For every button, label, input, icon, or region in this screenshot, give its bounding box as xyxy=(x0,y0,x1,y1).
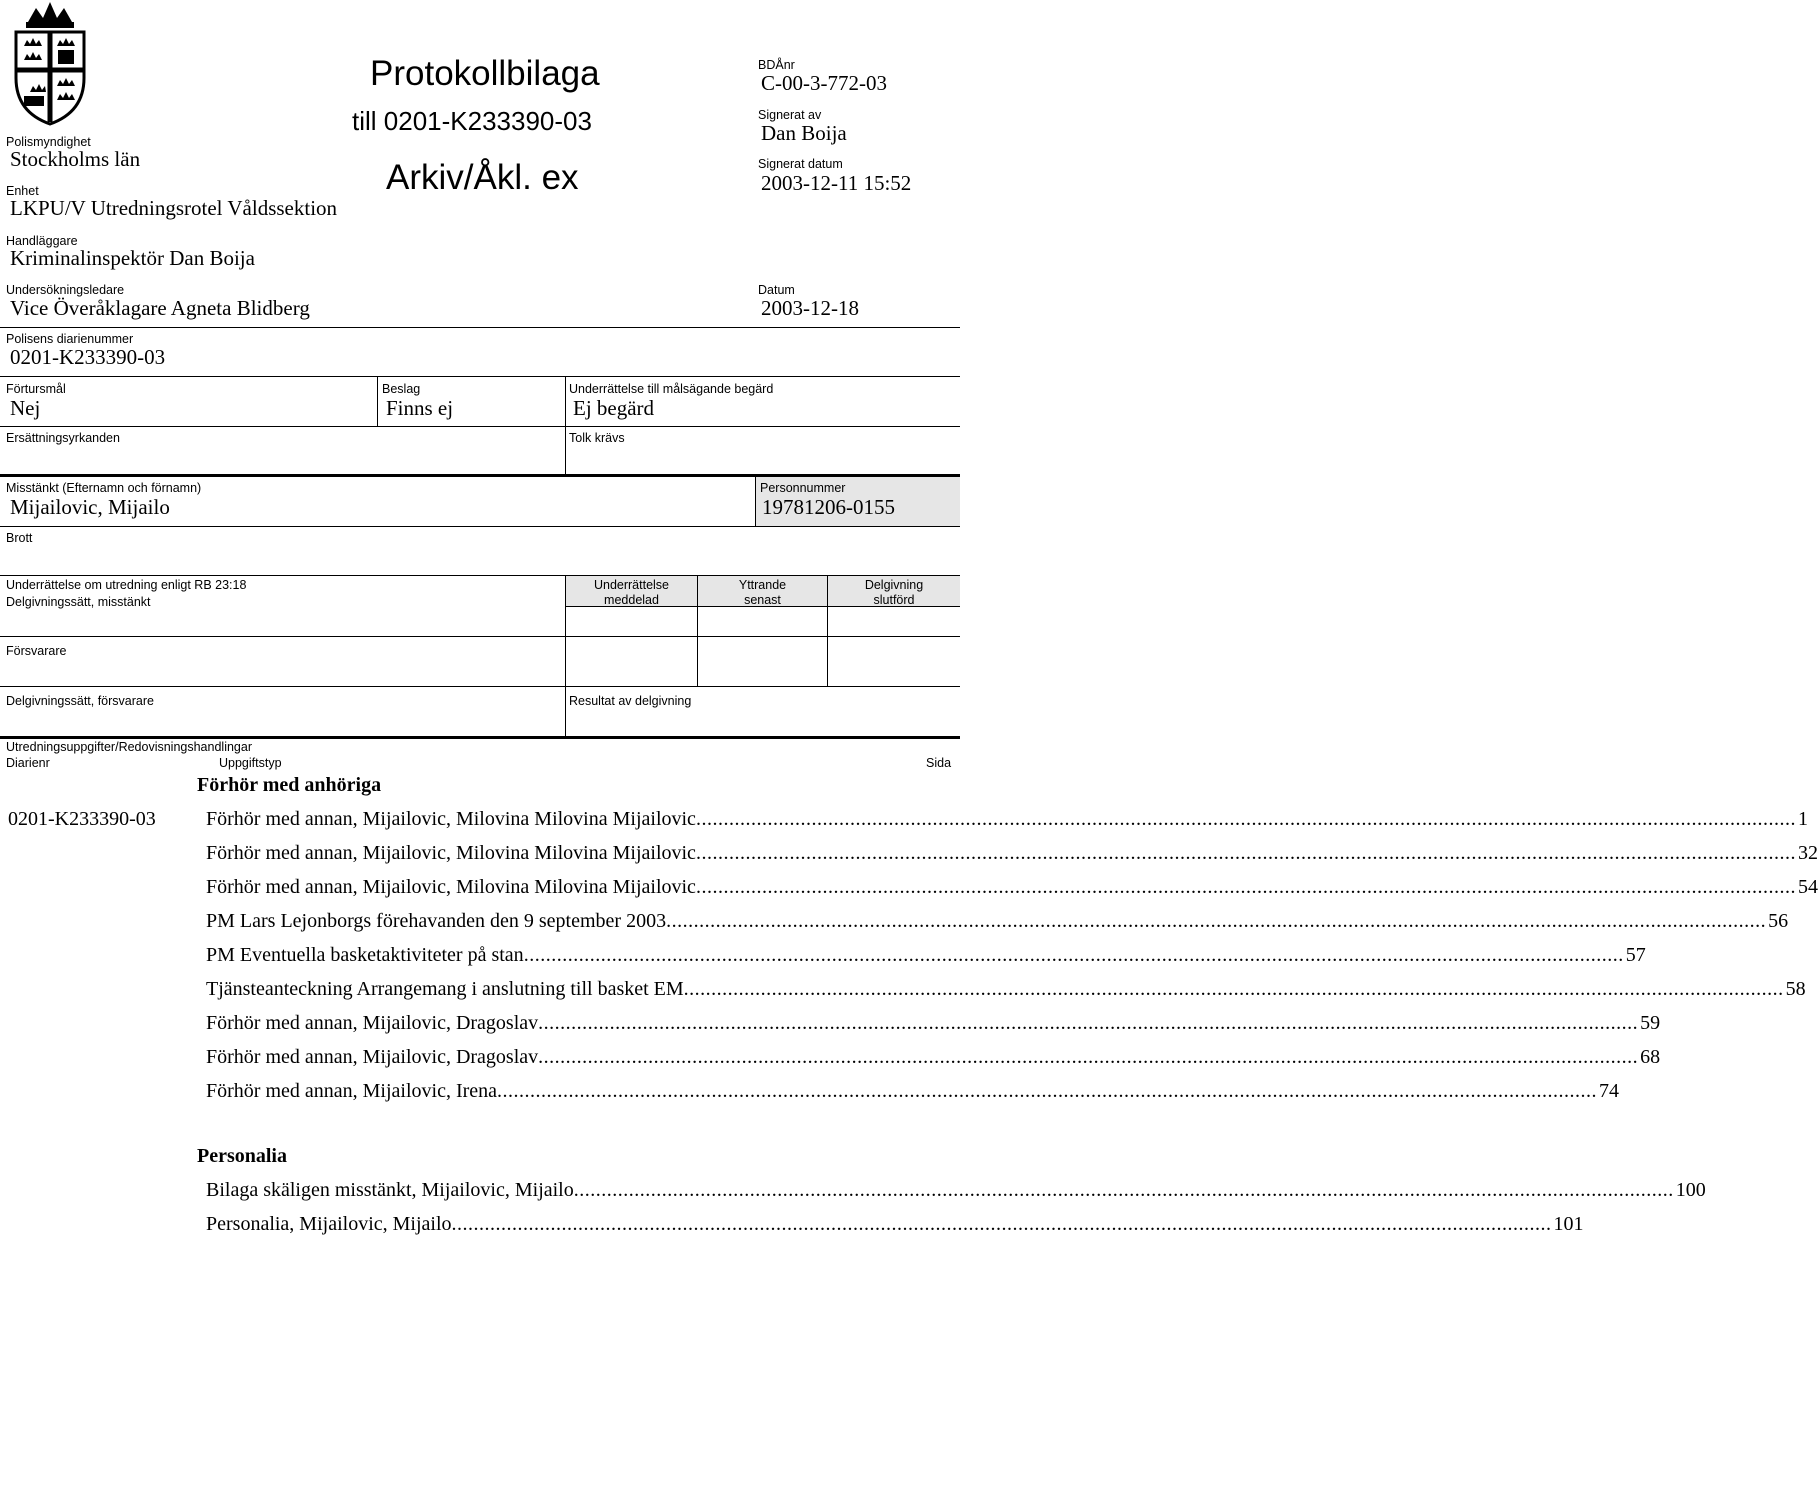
toc-group-title: Förhör med anhöriga xyxy=(197,774,382,796)
document-title: Protokollbilaga xyxy=(370,54,600,93)
brott-label: Brott xyxy=(6,531,33,545)
toc-leader-dots: ........................................................................................................................................................................................................ xyxy=(683,978,1784,1000)
toc-entry xyxy=(206,876,1818,902)
bdanr-value: C-00-3-772-03 xyxy=(761,71,887,95)
toc-entry xyxy=(206,808,1808,834)
toc-entry-title: Tjänsteanteckning Arrangemang i anslutning till basket EM xyxy=(206,978,684,1000)
toc-entry-title: Förhör med annan, Mijailovic, Milovina Milovina Mijailovic xyxy=(206,876,696,898)
toc-entry-page: 56 xyxy=(1768,910,1789,932)
toc-group-title: Personalia xyxy=(197,1145,287,1167)
personnummer-value: 19781206-0155 xyxy=(762,495,895,519)
fortursmal-label: Förtursmål xyxy=(6,382,66,396)
toc-entry-title: Bilaga skäligen misstänkt, Mijailovic, Mijailo xyxy=(206,1179,574,1201)
toc-entry xyxy=(206,1046,1661,1072)
forsvarare-label: Försvarare xyxy=(6,644,67,658)
toc-leader-dots: ........................................................................................................................................................................................................ xyxy=(538,1012,1639,1034)
signerat-av-value: Dan Boija xyxy=(761,121,847,145)
toc-section-label: Utredningsuppgifter/Redovisningshandlingar xyxy=(6,740,252,754)
toc-leader-dots: ........................................................................................................................................................................................................ xyxy=(695,808,1796,830)
col-delgivning-slutford xyxy=(828,578,960,608)
delgivning-forsvarare-label: Delgivningssätt, försvarare xyxy=(6,694,154,708)
notice-line1: Underrättelse om utredning enligt RB 23:18 xyxy=(6,578,247,592)
datum-label: Datum xyxy=(758,283,795,297)
signerat-datum-value: 2003-12-11 15:52 xyxy=(761,171,912,195)
personnummer-label: Personnummer xyxy=(760,481,846,495)
underrattelse-malsagande-label: Underrättelse till målsägande begärd xyxy=(569,382,774,396)
fortursmal-value: Nej xyxy=(10,396,41,420)
signerat-datum-label: Signerat datum xyxy=(758,157,843,171)
toc-entry-title: PM Lars Lejonborgs förehavanden den 9 september 2003 xyxy=(206,910,667,932)
toc-leader-dots: ........................................................................................................................................................................................................ xyxy=(695,876,1796,898)
thick-divider xyxy=(0,736,960,739)
toc-leader-dots: ........................................................................................................................................................................................................ xyxy=(497,1080,1598,1102)
col-delgivning-line1: Delgivning xyxy=(864,578,924,592)
underrattelse-malsagande-value: Ej begärd xyxy=(573,396,655,420)
enhet-label: Enhet xyxy=(6,184,39,198)
col-underrattelse-line1: Underrättelse xyxy=(593,578,670,592)
toc-entry-page: 32 xyxy=(1797,842,1818,864)
polismyndighet-label: Polismyndighet xyxy=(6,135,91,149)
toc-entry xyxy=(206,1179,1706,1205)
col-underrattelse-meddelad xyxy=(566,578,697,608)
handlaggare-label: Handläggare xyxy=(6,234,78,248)
toc-leader-dots: ........................................................................................................................................................................................................ xyxy=(573,1179,1674,1201)
toc-leader-dots: ........................................................................................................................................................................................................ xyxy=(666,910,1767,932)
undersokningsledare-value: Vice Överåklagare Agneta Blidberg xyxy=(10,296,310,320)
toc-col-diarienr: Diarienr xyxy=(6,756,50,770)
divider xyxy=(0,526,960,527)
toc-entry-page: 59 xyxy=(1640,1012,1661,1034)
toc-entry xyxy=(206,1080,1620,1106)
enhet-value: LKPU/V Utredningsrotel Våldssektion xyxy=(10,196,338,220)
toc-entry xyxy=(206,842,1818,868)
col-yttrande-line1: Yttrande xyxy=(738,578,787,592)
toc-entry-page: 58 xyxy=(1785,978,1806,1000)
polismyndighet-value: Stockholms län xyxy=(10,147,141,171)
toc-leader-dots: ........................................................................................................................................................................................................ xyxy=(695,842,1796,864)
coat-of-arms-icon xyxy=(6,0,94,128)
ersattningsyrkanden-label: Ersättningsyrkanden xyxy=(6,431,120,445)
toc-entry-page: 57 xyxy=(1625,944,1646,966)
notice-line2: Delgivningssätt, misstänkt xyxy=(6,595,151,609)
toc-entry xyxy=(206,910,1789,936)
divider xyxy=(0,376,960,377)
toc-leader-dots: ........................................................................................................................................................................................................ xyxy=(538,1046,1639,1068)
suspect-name-value: Mijailovic, Mijailo xyxy=(10,495,170,519)
beslag-label: Beslag xyxy=(382,382,421,396)
divider xyxy=(377,376,378,426)
divider xyxy=(0,636,960,637)
toc-entry-page: 74 xyxy=(1599,1080,1620,1102)
signerat-av-label: Signerat av xyxy=(758,108,822,122)
toc-leader-dots: ........................................................................................................................................................................................................ xyxy=(523,944,1624,966)
toc-entry-title: Förhör med annan, Mijailovic, Dragoslav xyxy=(206,1046,539,1068)
resultat-delgivning-label: Resultat av delgivning xyxy=(569,694,692,708)
beslag-value: Finns ej xyxy=(386,396,454,420)
toc-col-uppgiftstyp: Uppgiftstyp xyxy=(219,756,282,770)
toc-entry xyxy=(206,978,1806,1004)
toc-entry-page: 54 xyxy=(1797,876,1818,898)
datum-value: 2003-12-18 xyxy=(761,296,859,320)
toc-entry-title: Förhör med annan, Mijailovic, Dragoslav xyxy=(206,1012,539,1034)
col-yttrande-senast xyxy=(698,578,827,608)
toc-col-sida: Sida xyxy=(926,756,952,770)
toc-leader-dots: ........................................................................................................................................................................................................ xyxy=(451,1213,1552,1235)
handlaggare-value: Kriminalinspektör Dan Boija xyxy=(10,246,255,270)
col-yttrande-line2: senast xyxy=(744,593,781,607)
divider xyxy=(755,477,756,526)
tolk-label: Tolk krävs xyxy=(569,431,625,445)
toc-entry-page: 100 xyxy=(1675,1179,1706,1201)
document-copy-type: Arkiv/Åkl. ex xyxy=(386,158,579,197)
suspect-name-label: Misstänkt (Efternamn och förnamn) xyxy=(6,481,202,495)
toc-entry-title: Personalia, Mijailovic, Mijailo xyxy=(206,1213,452,1235)
toc-diarienr-value: 0201-K233390-03 xyxy=(8,808,156,830)
toc-entry-title: Förhör med annan, Mijailovic, Milovina Milovina Mijailovic xyxy=(206,808,696,830)
toc-entry-title: Förhör med annan, Mijailovic, Milovina Milovina Mijailovic xyxy=(206,842,696,864)
divider xyxy=(0,686,960,687)
toc-entry-title: PM Eventuella basketaktiviteter på stan xyxy=(206,944,524,966)
toc-entry xyxy=(206,1012,1661,1038)
toc-entry-page: 68 xyxy=(1640,1046,1661,1068)
diarienummer-value: 0201-K233390-03 xyxy=(10,345,166,369)
toc-entry xyxy=(206,944,1646,970)
divider xyxy=(0,426,960,427)
col-delgivning-line2: slutförd xyxy=(873,593,915,607)
col-underrattelse-line2: meddelad xyxy=(604,593,659,607)
diarienummer-label: Polisens diarienummer xyxy=(6,332,134,346)
toc-entry-title: Förhör med annan, Mijailovic, Irena xyxy=(206,1080,498,1102)
document-subtitle: till 0201-K233390-03 xyxy=(352,106,592,136)
bdanr-label: BDÅnr xyxy=(758,58,795,72)
toc-entry xyxy=(206,1213,1584,1239)
undersokningsledare-label: Undersökningsledare xyxy=(6,283,125,297)
divider xyxy=(0,327,960,328)
toc-entry-page: 101 xyxy=(1553,1213,1584,1235)
toc-entry-page: 1 xyxy=(1797,808,1808,830)
